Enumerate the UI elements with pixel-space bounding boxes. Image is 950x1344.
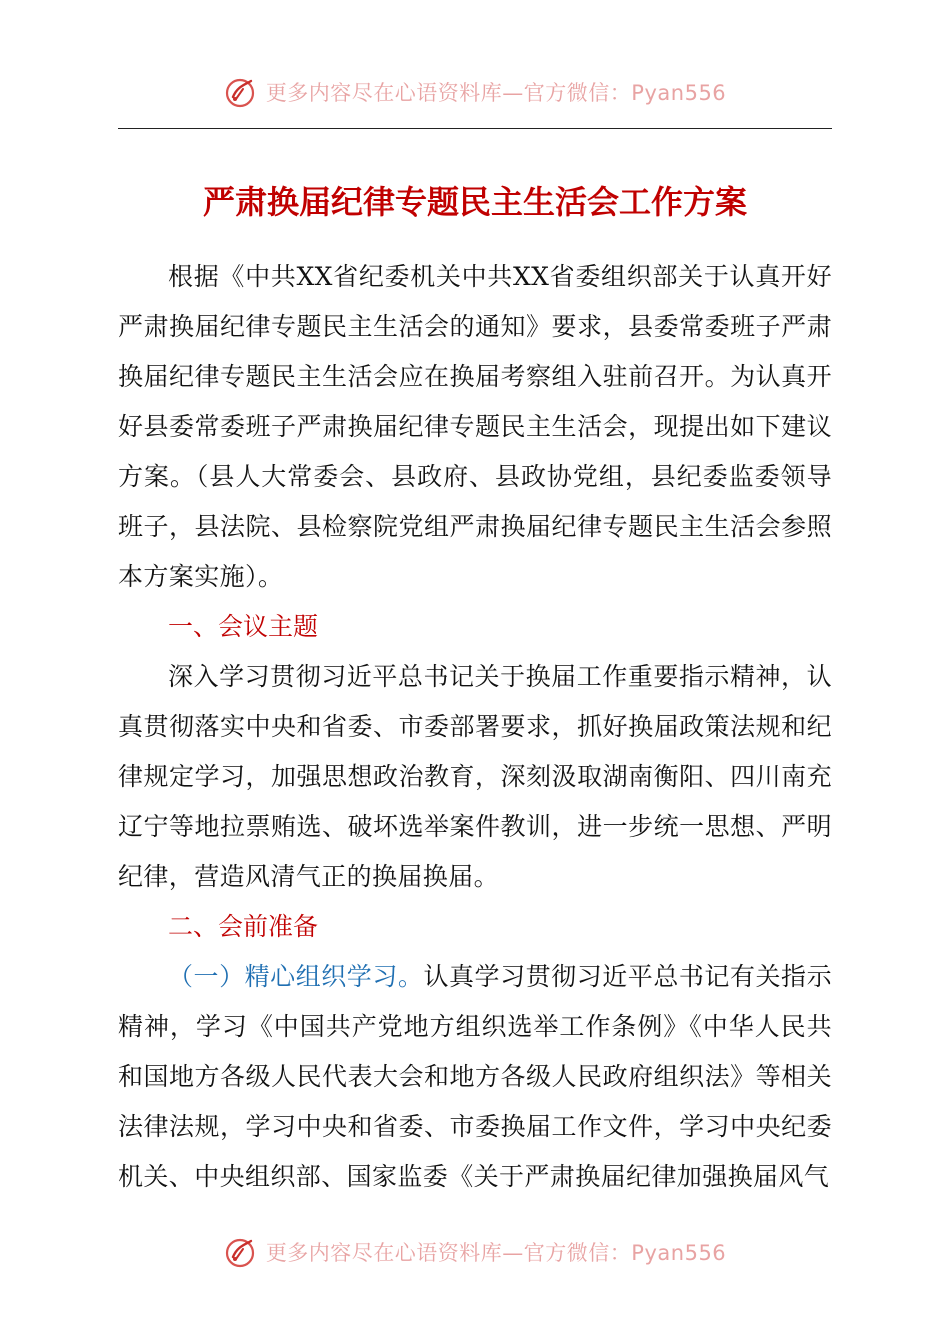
header-divider — [118, 128, 832, 129]
intro-paragraph: 根据《中共XX省纪委机关中共XX省委组织部关于认真开好严肃换届纪律专题民主生活会的通知》要求，县委常委班子严肃换届纪律专题民主生活会应在换届考察组入驻前召开。为认真开好县委常委班子严肃换届纪律专题民主生活会，现提出如下建议方案。（县人大常委会、县政府、县政协党组，县纪委监委领导班子，县法院、县检察院党组严肃换届纪律专题民主生活会参照本方案实施）。 — [118, 262, 832, 591]
preparation-item-lead: （一）精心组织学习。 — [168, 962, 424, 991]
footer-banner — [0, 1232, 950, 1272]
preparation-item-paragraph — [118, 952, 832, 1202]
preparation-item-body: 认真学习贯彻习近平总书记有关指示精神，学习《中国共产党地方组织选举工作条例》《中华人民共和国地方各级人民代表大会和地方各级人民政府组织法》等相关法律法规，学习中央和省委、市委换届工作文件，学习中央纪委机关、中央组织部、国家监委《关于严肃换届纪律加强换届风气 — [118, 962, 832, 1191]
section-heading-preparation: 二、会前准备 — [168, 912, 319, 941]
header-banner-text: 更多内容尽在心语资料库—官方微信：Pyan556 — [265, 81, 727, 105]
section-heading-meeting-theme: 一、会议主题 — [168, 612, 319, 641]
brand-logo-icon — [224, 75, 258, 109]
meeting-theme-paragraph: 深入学习贯彻习近平总书记关于换届工作重要指示精神，认真贯彻落实中央和省委、市委部署要求，抓好换届政策法规和纪律规定学习，加强思想政治教育，深刻汲取湖南衡阳、四川南充辽宁等地拉票贿选、破坏选举案件教训，进一步统一思想、严明纪律，营造风清气正的换届换届。 — [118, 662, 832, 891]
document-title: 严肃换届纪律专题民主生活会工作方案 — [202, 183, 747, 221]
brand-logo-icon — [224, 1235, 258, 1269]
footer-banner-text: 更多内容尽在心语资料库—官方微信：Pyan556 — [265, 1241, 727, 1265]
document-body — [118, 252, 832, 1202]
header-banner — [0, 72, 950, 112]
